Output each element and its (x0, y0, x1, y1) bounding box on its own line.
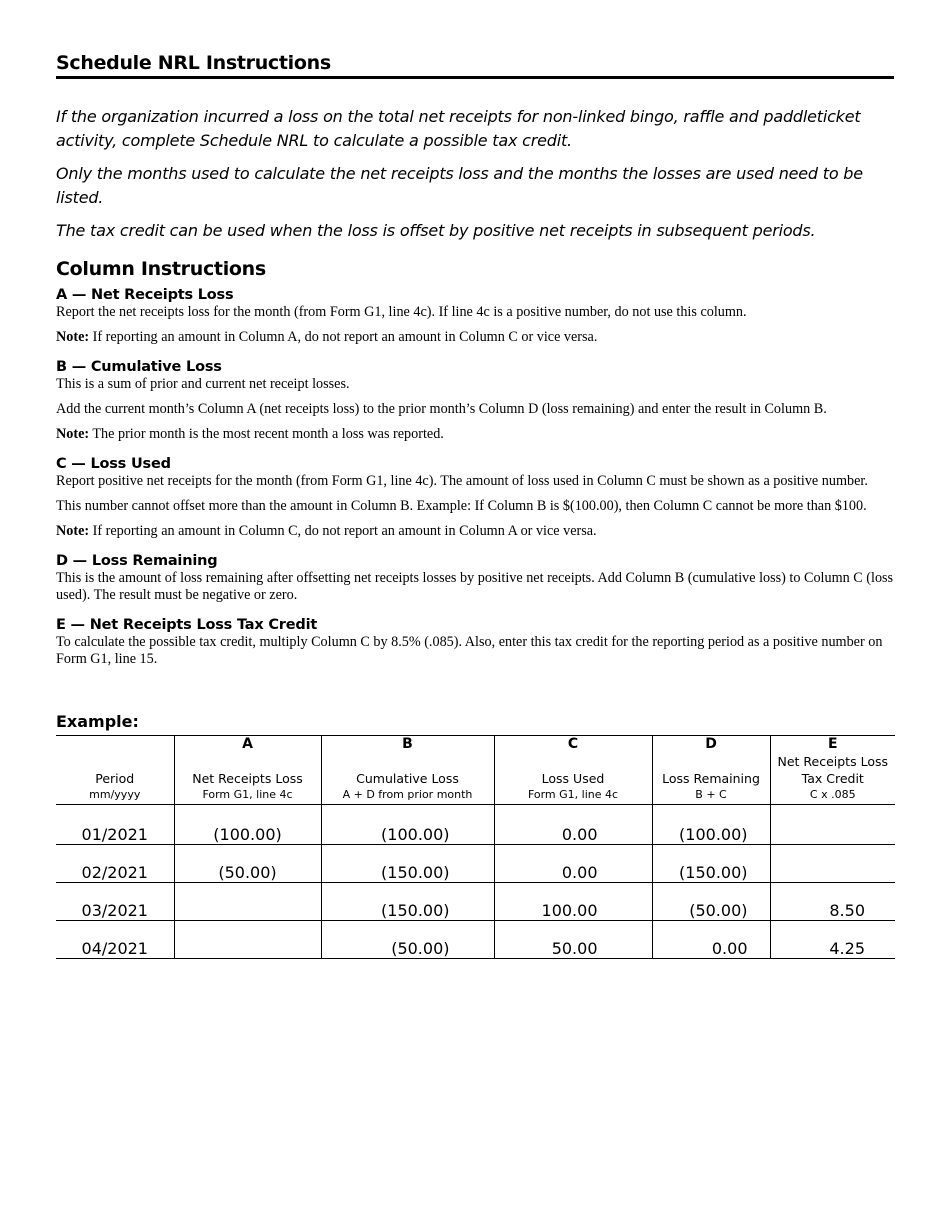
header-letter: C (567, 736, 579, 752)
section-a-note (56, 329, 894, 346)
note-label: Note: (56, 329, 90, 345)
example-table (56, 735, 895, 959)
intro-paragraph-1: If the organization incurred a loss on the total net receipts for non-linked bingo, raffle and paddleticket activity, complete Schedule NRL to calculate a possible tax credit. (56, 107, 861, 150)
section-b-title: B — Cumulative Loss (56, 359, 222, 375)
page-title: Schedule NRL Instructions (56, 52, 894, 79)
header-sub: Form G1, line 4c (527, 788, 619, 801)
cell-d: 0.00 (652, 921, 770, 959)
section-c-note (56, 523, 894, 540)
cell-e (770, 805, 895, 845)
note-text: If reporting an amount in Column A, do not report an amount in Column C or vice versa. (89, 329, 598, 345)
note-label: Note: (56, 523, 90, 539)
section-b-note (56, 426, 894, 443)
section-c-text-1: Report positive net receipts for the month (from Form G1, line 4c). The amount of loss used in Column C must be shown as a positive number. (56, 473, 868, 489)
header-letter: E (827, 736, 838, 752)
header-label: Cumulative Loss (356, 771, 459, 786)
cell-d: (50.00) (652, 883, 770, 921)
header-letter: B (402, 736, 413, 752)
intro-paragraph-3: The tax credit can be used when the loss is offset by positive net receipts in subsequent periods. (56, 221, 816, 240)
example-heading: Example: (56, 712, 139, 731)
cell-e (770, 845, 895, 883)
section-d (56, 552, 894, 604)
header-c (494, 736, 652, 805)
section-c-title: C — Loss Used (56, 456, 171, 472)
cell-b: (50.00) (321, 921, 494, 959)
table-header-row (56, 736, 895, 805)
header-b (321, 736, 494, 805)
section-b-text-2: Add the current month’s Column A (net receipts loss) to the prior month’s Column D (loss remaining) and enter the result in Column B. (56, 401, 827, 417)
cell-b: (100.00) (321, 805, 494, 845)
cell-period: 04/2021 (56, 921, 174, 959)
section-b-text-1: This is a sum of prior and current net receipt losses. (56, 376, 350, 392)
header-label: Net Receipts Loss (192, 771, 303, 786)
intro-paragraph-2: Only the months used to calculate the net receipts loss and the months the losses are used need to be listed. (56, 164, 863, 207)
header-sub: A + D from prior month (342, 788, 473, 801)
section-d-title: D — Loss Remaining (56, 553, 218, 569)
document-page (56, 52, 894, 959)
header-letter: A (242, 736, 253, 752)
cell-period: 01/2021 (56, 805, 174, 845)
table-row (56, 845, 895, 883)
note-text: The prior month is the most recent month a loss was reported. (89, 426, 444, 442)
table-row (56, 921, 895, 959)
section-c-text-2: This number cannot offset more than the amount in Column B. Example: If Column B is $(100.00), then Column C cannot be more than $100. (56, 498, 867, 514)
cell-a: (100.00) (174, 805, 321, 845)
cell-b: (150.00) (321, 883, 494, 921)
header-label: Loss Remaining (662, 771, 760, 786)
section-a-text: Report the net receipts loss for the month (from Form G1, line 4c). If line 4c is a positive number, do not use this column. (56, 304, 747, 320)
header-sub: B + C (695, 788, 727, 801)
cell-c: 50.00 (494, 921, 652, 959)
section-a-title: A — Net Receipts Loss (56, 287, 234, 303)
header-sub: C x .085 (809, 788, 856, 801)
cell-a (174, 883, 321, 921)
cell-c: 0.00 (494, 805, 652, 845)
header-sub: mm/yyyy (89, 788, 141, 801)
header-label: Tax Credit (801, 771, 864, 786)
note-label: Note: (56, 426, 90, 442)
intro-block (56, 105, 894, 243)
header-a (174, 736, 321, 805)
cell-d: (100.00) (652, 805, 770, 845)
section-a (56, 286, 894, 346)
header-e (770, 736, 895, 805)
section-c (56, 455, 894, 540)
cell-b: (150.00) (321, 845, 494, 883)
table-row (56, 805, 895, 845)
section-e (56, 616, 894, 668)
table-row (56, 883, 895, 921)
cell-c: 100.00 (494, 883, 652, 921)
note-text: If reporting an amount in Column C, do not report an amount in Column A or vice versa. (89, 523, 597, 539)
section-e-title: E — Net Receipts Loss Tax Credit (56, 617, 318, 633)
header-period (56, 736, 174, 805)
header-label-line1: Net Receipts Loss (777, 754, 888, 769)
header-label: Period (95, 771, 135, 786)
section-e-text: To calculate the possible tax credit, multiply Column C by 8.5% (.085). Also, enter this tax credit for the reporting period as a positive number on Form G1, line 15. (56, 634, 883, 667)
section-b (56, 358, 894, 443)
column-instructions-heading: Column Instructions (56, 258, 266, 280)
cell-c: 0.00 (494, 845, 652, 883)
cell-d: (150.00) (652, 845, 770, 883)
header-d (652, 736, 770, 805)
section-d-text: This is the amount of loss remaining after offsetting net receipts losses by positive net receipts. Add Column B (cumulative loss) to Column C (loss used). The result must be negative or zero. (56, 570, 894, 603)
cell-e: 4.25 (770, 921, 895, 959)
header-sub: Form G1, line 4c (202, 788, 293, 801)
cell-e: 8.50 (770, 883, 895, 921)
cell-period: 03/2021 (56, 883, 174, 921)
cell-period: 02/2021 (56, 845, 174, 883)
cell-a: (50.00) (174, 845, 321, 883)
cell-a (174, 921, 321, 959)
header-label: Loss Used (541, 771, 605, 786)
header-letter: D (705, 736, 717, 752)
